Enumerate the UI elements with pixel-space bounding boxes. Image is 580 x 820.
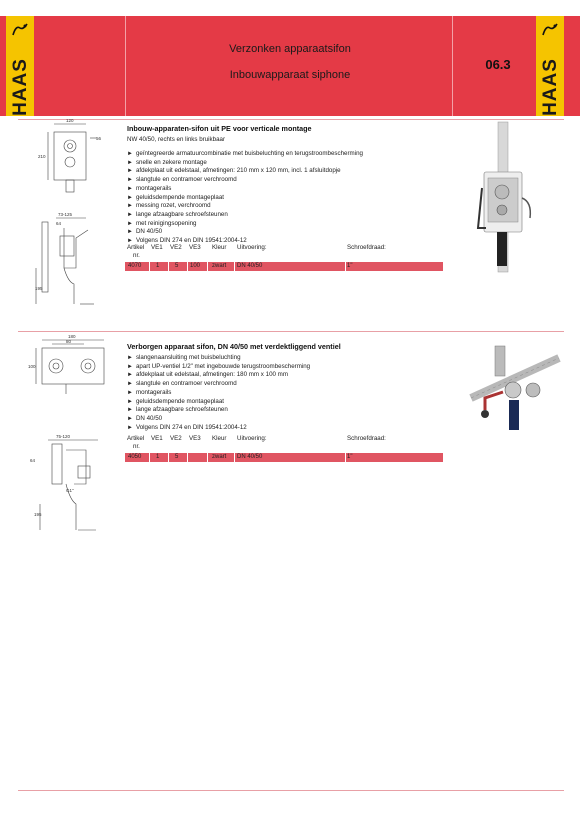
table-row	[125, 262, 443, 271]
dim-height: 210	[38, 154, 46, 159]
feature-list	[127, 354, 310, 432]
header-title-dutch: Verzonken apparaatsifon	[229, 43, 351, 55]
feature-item: ► met reinigingsopening	[127, 219, 197, 227]
table-header-row: Artikel nr. VE1 VE2 VE3 Kleur Uitvoering: Schroefdraad:	[127, 244, 386, 259]
page-header	[0, 16, 580, 116]
cell-artikel: 4070	[128, 263, 142, 269]
feature-item: ► Volgens DIN 274 en DIN 19541:2004-12	[127, 423, 247, 431]
feature-item: ► DN 40/50	[127, 228, 163, 236]
dim-b: 64	[30, 458, 36, 463]
product-photo	[465, 338, 565, 438]
cell-uitvoering: DN 40/50	[237, 454, 263, 460]
logo-text: HAAS	[10, 58, 31, 116]
divider-bottom	[18, 790, 564, 791]
feature-item: ► slangtule en contramoer verchroomd	[127, 176, 237, 184]
cell-ve2: 5	[175, 263, 179, 269]
dim-b: 64	[56, 221, 62, 226]
technical-drawing-front	[26, 334, 122, 544]
table-row	[125, 453, 443, 462]
feature-item: ► geluidsdempende montageplaat	[127, 193, 225, 201]
dim-width: 120	[66, 118, 74, 123]
feature-item: ► slangenaansluiting met buisbeluchting	[127, 354, 241, 361]
feature-item: ► afdekplaat uit edelstaal, afmetingen: 210 mm x 120 mm, incl. 1 afsluitdopje	[127, 167, 341, 175]
cell-ve1: 1	[156, 454, 160, 460]
feature-item: ► geluidsdempende montageplaat	[127, 397, 225, 405]
feature-item: ► DN 40/50	[127, 414, 163, 422]
haas-logo-left	[6, 16, 34, 116]
dim-width: 180	[68, 334, 76, 339]
feature-item: ► montagerails	[127, 388, 172, 396]
product-title: Verborgen apparaat sifon, DN 40/50 met verdektliggend ventiel	[127, 342, 341, 351]
dim-c: 195	[34, 512, 42, 517]
cell-uitvoering: DN 40/50	[237, 263, 263, 269]
cell-ve1: 1	[156, 263, 160, 269]
cell-ve2: 5	[175, 454, 179, 460]
cell-kleur: zwart	[212, 454, 227, 460]
feature-item: ► lange afzaagbare schroefsteunen	[127, 406, 228, 414]
product-title: Inbouw-apparaten-sifon uit PE voor verticale montage	[127, 124, 312, 133]
logo-text: HAAS	[540, 58, 561, 116]
product-subtitle: NW 40/50, rechts en links bruikbaar	[127, 136, 226, 143]
feature-item: ► geïntegreerde armatuurcombinatie met buisbeluchting en terugstroombescherming	[127, 150, 363, 157]
header-title-box	[125, 16, 453, 116]
feature-item: ► montagerails	[127, 184, 172, 192]
feature-item: ► Volgens DIN 274 en DIN 19541:2004-12	[127, 237, 247, 245]
divider-middle	[18, 331, 564, 332]
technical-drawing-front	[34, 118, 120, 318]
logo-figure-icon	[10, 22, 30, 38]
cell-schroefdraad: 1"	[347, 263, 353, 269]
table-header-row: Artikel nr. VE1 VE2 VE3 Kleur Uitvoering: Schroefdraad:	[127, 435, 386, 450]
cell-schroefdraad: 1"	[347, 454, 353, 460]
feature-item: ► apart UP-ventiel 1/2" met ingebouwde terugstroombescherming	[127, 362, 311, 370]
cell-ve3: 100	[190, 263, 201, 269]
feature-item: ► slangtule en contramoer verchroomd	[127, 380, 237, 388]
cell-artikel: 4050	[128, 454, 142, 460]
feature-item: ► messing rozet, verchroomd	[127, 202, 211, 210]
dim-c: 195	[35, 286, 43, 291]
dim-g: G1"	[66, 488, 74, 493]
logo-figure-icon	[540, 22, 560, 38]
dim-a: 75-120	[56, 434, 71, 439]
haas-logo-right	[536, 16, 564, 116]
dim-height: 100	[28, 364, 36, 369]
dim-depth: 56	[96, 136, 102, 141]
dim-width-inner: 80	[66, 339, 72, 344]
header-title-french: Inbouwapparaat siphone	[229, 69, 351, 81]
cell-kleur: zwart	[212, 263, 227, 269]
feature-item: ► lange afzaagbare schroefsteunen	[127, 210, 228, 218]
product-photo	[470, 118, 550, 278]
page-number: 06.3	[485, 57, 511, 72]
feature-list	[127, 150, 363, 246]
feature-item: ► snelle en zekere montage	[127, 158, 207, 166]
feature-item: ► afdekplaat uit edelstaal, afmetingen: 180 mm x 100 mm	[127, 371, 288, 379]
dim-a: 73-125	[58, 212, 73, 217]
